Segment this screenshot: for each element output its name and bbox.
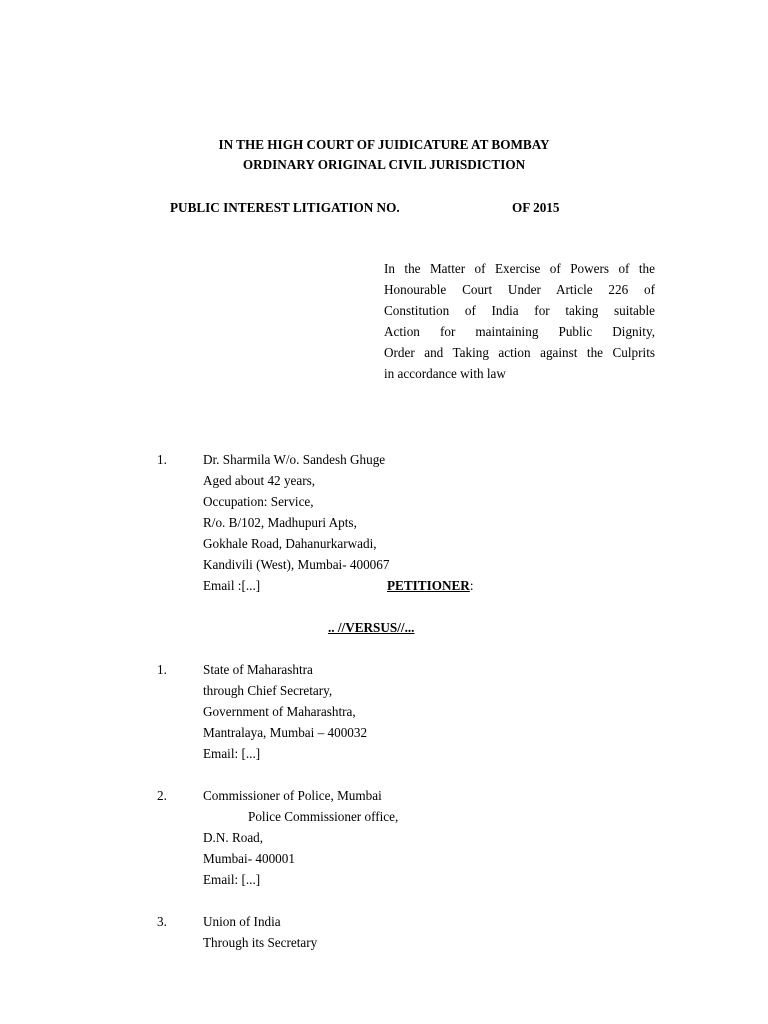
respondent-line: Mantralaya, Mumbai – 400032	[203, 725, 368, 740]
respondent-line: Police Commissioner office,	[248, 809, 399, 824]
petitioner-occupation: Occupation: Service,	[203, 494, 314, 509]
petitioner-role-label: PETITIONER	[387, 578, 470, 593]
petitioner-email-row	[203, 578, 389, 599]
matter-line: Order and Taking action against the Culprits	[384, 345, 655, 360]
petitioner-address: Kandivili (West), Mumbai- 400067	[203, 557, 390, 572]
party-number: 3.	[157, 914, 167, 929]
respondent-line: Through its Secretary	[203, 935, 318, 950]
petitioner-name: Dr. Sharmila W/o. Sandesh Ghuge	[203, 452, 386, 467]
respondent-line: through Chief Secretary,	[203, 683, 333, 698]
respondent-line: D.N. Road,	[203, 830, 264, 845]
petitioner-role	[387, 578, 473, 595]
respondent-email: Email: [...]	[203, 872, 261, 887]
court-name: IN THE HIGH COURT OF JUIDICATURE AT BOMBAY	[218, 137, 550, 152]
pil-label: PUBLIC INTEREST LITIGATION NO.	[170, 200, 400, 215]
jurisdiction: ORDINARY ORIGINAL CIVIL JURISDICTION	[242, 157, 526, 172]
petitioner-email: Email :[...]	[203, 578, 261, 593]
respondent-line: Commissioner of Police, Mumbai	[203, 788, 382, 803]
petitioner-address: R/o. B/102, Madhupuri Apts,	[203, 515, 357, 530]
matter-description	[384, 261, 655, 387]
party-number: 1.	[157, 452, 167, 467]
respondent-line: Government of Maharashtra,	[203, 704, 356, 719]
petitioner-role-colon: :	[469, 578, 474, 593]
matter-line: Constitution of India for taking suitable	[384, 303, 655, 318]
matter-line: Action for maintaining Public Dignity,	[384, 324, 655, 339]
respondent-email: Email: [...]	[203, 746, 261, 761]
petitioner-address: Gokhale Road, Dahanurkarwadi,	[203, 536, 377, 551]
matter-line: In the Matter of Exercise of Powers of the	[384, 261, 655, 276]
respondent-line: State of Maharashtra	[203, 662, 313, 677]
pil-year: OF 2015	[512, 200, 560, 215]
matter-line: in accordance with law	[384, 366, 506, 381]
matter-line: Honourable Court Under Article 226 of	[384, 282, 655, 297]
versus-separator: .. //VERSUS//...	[328, 620, 415, 635]
party-number: 2.	[157, 788, 167, 803]
party-number: 1.	[157, 662, 167, 677]
respondent-line: Union of India	[203, 914, 281, 929]
respondent-line: Mumbai- 400001	[203, 851, 295, 866]
petitioner-age: Aged about 42 years,	[203, 473, 316, 488]
